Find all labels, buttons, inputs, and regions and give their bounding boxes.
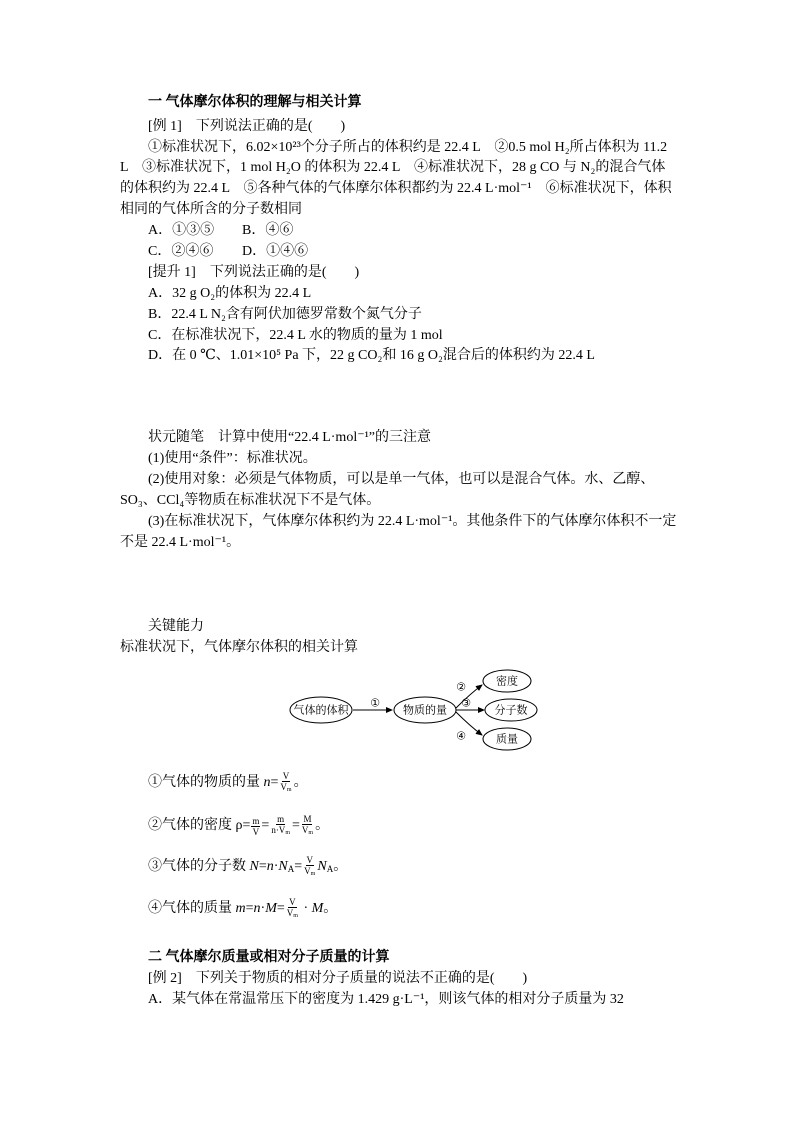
example1-statement-line: L ③标准状况下，1 mol H₂O 的体积为 22.4 L ④标准状况下，28 g CO 与 N₂的混合气体 (120, 160, 666, 175)
formula-fraction (301, 814, 314, 838)
formula-text: 。 (333, 859, 348, 875)
formula-subscript: A (326, 864, 334, 875)
fraction-numerator (282, 771, 291, 782)
source-node-label: 气体的体积 (293, 703, 349, 717)
formula-text: M (303, 814, 312, 824)
formula-text: = (276, 901, 285, 917)
formula-text: V (304, 866, 311, 876)
formula-text: n·V (271, 825, 286, 835)
fraction-denominator (279, 782, 292, 795)
step-label-3: ③ (461, 696, 471, 710)
molecules-node-label: 分子数 (494, 703, 528, 717)
formula-text: 。 (293, 775, 308, 791)
fraction-denominator (301, 825, 314, 838)
practice1-option-b: B．22.4 L N₂含有阿伏加德罗常数个氮气分子 (148, 307, 422, 322)
formula-text: = (245, 901, 254, 917)
formula-text: · (273, 859, 279, 875)
flow-diagram (280, 664, 540, 756)
tip-title: 状元随笔 计算中使用“22.4 L·mol⁻¹”的三注意 (148, 430, 432, 445)
formula-text: · (299, 901, 312, 917)
step-label-1: ① (370, 696, 380, 710)
formula-text: · (260, 901, 266, 917)
center-node-label: 物质的量 (403, 703, 447, 717)
formula-fraction (251, 816, 260, 837)
formula-text: m (277, 814, 285, 824)
example1-option-c: C．②④⑥ (148, 244, 214, 259)
density-node-label: 密度 (496, 674, 518, 688)
formula-line-1 (148, 771, 308, 795)
example2-title: [例 2] 下列关于物质的相对分子质量的说法不正确的是( ) (148, 971, 528, 986)
fraction-numerator (288, 897, 297, 908)
formula-text: V (280, 782, 287, 792)
section2-heading: 二 气体摩尔质量或相对分子质量的计算 (148, 950, 390, 965)
formula-text: V (252, 826, 260, 837)
example1-statement-line: 的体积约为 22.4 L ⑤各种气体的气体摩尔体积都约为 22.4 L·mol⁻¹ ⑥标准状况下，体积 (120, 181, 672, 196)
formula-variable: N (278, 859, 288, 875)
formula-subscript: m (310, 871, 316, 877)
example1-statement-line: 相同的气体所含的分子数相同 (120, 202, 302, 217)
formula-subscript: m (286, 787, 292, 793)
formula-line-4 (148, 897, 337, 921)
tip-line: SO₃、CCl₄等物质在标准状况下不是气体。 (120, 493, 381, 508)
practice1-option-c: C．在标准状况下，22.4 L 水的物质的量为 1 mol (148, 328, 443, 343)
formula-text: m (252, 815, 260, 826)
fraction-denominator (270, 825, 291, 838)
formula-fraction (270, 814, 291, 838)
fraction-numerator (306, 855, 315, 866)
formula-text: = (291, 818, 300, 834)
formula-variable: N (249, 859, 259, 875)
fraction-numerator (302, 814, 312, 825)
fraction-numerator (276, 814, 285, 825)
example1-option-b: B．④⑥ (242, 223, 294, 238)
formula-label: ①气体的物质的量 (148, 775, 264, 791)
section1-heading: 一 气体摩尔体积的理解与相关计算 (148, 95, 362, 110)
formula-subscript: m (285, 830, 290, 836)
formula-label: ④气体的质量 (148, 901, 236, 917)
formula-text: = (294, 859, 303, 875)
practice1-title: [提升 1] 下列说法正确的是( ) (148, 265, 360, 280)
formula-subscript: A (287, 864, 295, 875)
formula-variable: N (317, 859, 327, 875)
formula-line-2 (148, 814, 329, 838)
formula-variable: n (266, 859, 274, 875)
formula-fraction (303, 855, 316, 879)
formula-text: ρ= (235, 818, 251, 834)
example1-title: [例 1] 下列说法正确的是( ) (148, 119, 346, 134)
example2-option-a: A．某气体在常温常压下的密度为 1.429 g·L⁻¹，则该气体的相对分子质量为 32 (148, 992, 624, 1007)
formula-fraction (286, 897, 299, 921)
formula-text: = (261, 818, 270, 834)
mass-node-label: 质量 (496, 732, 518, 746)
tip-line: (3)在标准状况下，气体摩尔体积约为 22.4 L·mol⁻¹。其他条件下的气体摩尔体积不一定 (148, 514, 677, 529)
example1-option-a: A．①③⑤ (148, 223, 215, 238)
practice1-option-a: A．32 g O₂的体积为 22.4 L (148, 286, 312, 301)
formula-text: V (306, 855, 313, 865)
tip-line: (2)使用对象：必须是气体物质，可以是单一气体，也可以是混合气体。水、乙醇、 (148, 472, 655, 487)
step-label-2: ② (456, 680, 466, 694)
tip-line: (1)使用“条件”：标准状况。 (148, 451, 317, 466)
fraction-numerator (251, 816, 260, 827)
key-ability-subtitle: 标准状况下，气体摩尔体积的相关计算 (120, 640, 358, 655)
formula-variable: n (263, 775, 271, 791)
formula-variable: n (253, 901, 261, 917)
formula-line-3 (148, 855, 347, 881)
formula-text: V (282, 771, 290, 781)
formula-subscript: m (293, 913, 298, 919)
formula-fraction (279, 771, 292, 795)
formula-subscript: m (308, 830, 314, 836)
formula-label: ③气体的分子数 (148, 859, 250, 875)
formula-label: ②气体的密度 (148, 818, 236, 834)
example1-statement-line: ①标准状况下，6.02×10²³个分子所占的体积约是 22.4 L ②0.5 mol H₂所占体积为 11.2 (148, 140, 668, 155)
fraction-denominator (286, 908, 299, 921)
formula-variable: M (311, 901, 324, 917)
formula-text: 。 (315, 818, 330, 834)
formula-text: V (301, 825, 309, 835)
fraction-denominator (252, 827, 261, 837)
formula-text: 。 (323, 901, 338, 917)
formula-text: = (270, 775, 279, 791)
step-label-4: ④ (456, 729, 466, 743)
formula-variable: M (265, 901, 277, 917)
fraction-denominator (303, 866, 316, 879)
tip-line: 不是 22.4 L·mol⁻¹。 (120, 535, 241, 550)
formula-text: V (286, 908, 294, 918)
example1-option-d: D．①④⑥ (242, 244, 309, 259)
formula-variable: m (235, 901, 246, 917)
practice1-option-d: D．在 0 ℃、1.01×10⁵ Pa 下，22 g CO₂和 16 g O₂混合后的体积约为 22.4 L (148, 348, 595, 363)
formula-text: = (258, 859, 267, 875)
formula-text: V (289, 897, 296, 907)
key-ability-title: 关键能力 (148, 619, 204, 634)
